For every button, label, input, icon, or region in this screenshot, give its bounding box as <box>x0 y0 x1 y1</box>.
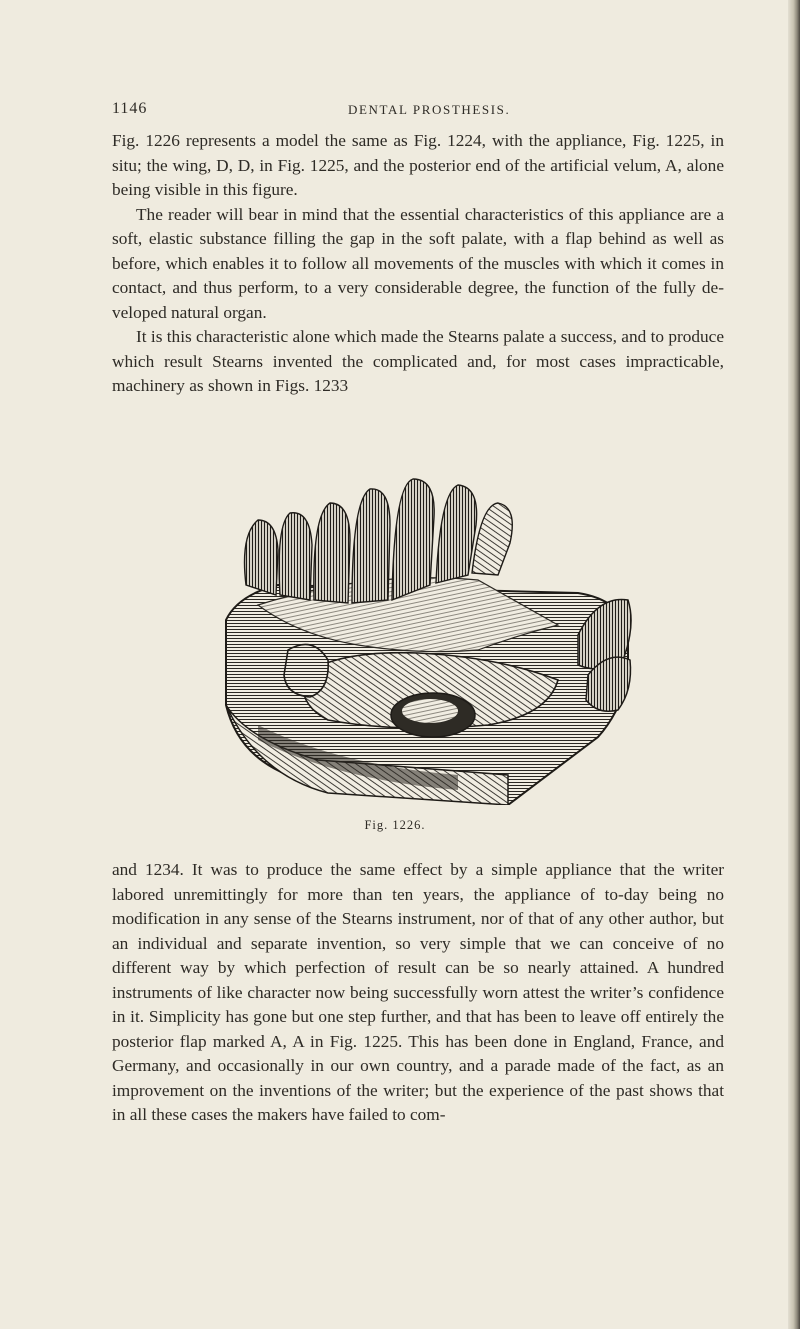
paragraph-2: The reader will bear in mind that the essential characteristics of this appliance are a soft, elastic substance filling the gap in the soft palate, with a flap behind as well as before, which enables it to follow all movements of the muscles with which it comes in contact, and thus perform, to a very considerable degree, the function of the fully developed natural organ. <box>112 204 724 322</box>
paragraph-1: Fig. 1226 represents a model the same as Fig. 1224, with the appliance, Fig. 1225, in situ; the wing, D, D, in Fig. 1225, and the posterior end of the artificial velum, A, alone being visible in this figure. <box>112 131 724 199</box>
paragraph-4: and 1234. It was to produce the same effect by a simple appliance that the writer labored unremittingly for more than ten years, the appliance of to-day being no modification in any sense of the Stearns instrument, nor of that of any other author, but an individual and separate invention, so very simple that we can conceive of no different way by which perfection of result can be so nearly attained. A hundred instruments of like character now being successfully worn attest the writer’s confidence in it. Simplicity has gone but one step further, and that has been to leave off entirely the posterior flap marked A, A in Fig. 1225. This has been done in England, France, and Germany, and occasionally in our own country, and a parade made of the fact, as an improvement on the inventions of the writer; but the experience of the past shows that in all these cases the makers have failed to com- <box>112 860 724 1124</box>
paragraph-3: It is this characteristic alone which made the Stearns palate a success, and to produce which result Stearns invented the complicated and, for most cases impracticable, machinery as shown in Figs. 1233 <box>112 327 724 395</box>
page-number: 1146 <box>112 100 148 117</box>
dental-model-engraving <box>218 475 643 805</box>
page-header <box>112 100 698 124</box>
body-text-top <box>112 129 724 399</box>
figure-1226-illustration <box>218 475 643 805</box>
page-edge-shadow <box>788 0 800 1329</box>
figure-caption: Fig. 1226. <box>364 818 426 832</box>
running-head: DENTAL PROSTHESIS. <box>348 102 511 117</box>
body-text-bottom <box>112 858 724 1128</box>
